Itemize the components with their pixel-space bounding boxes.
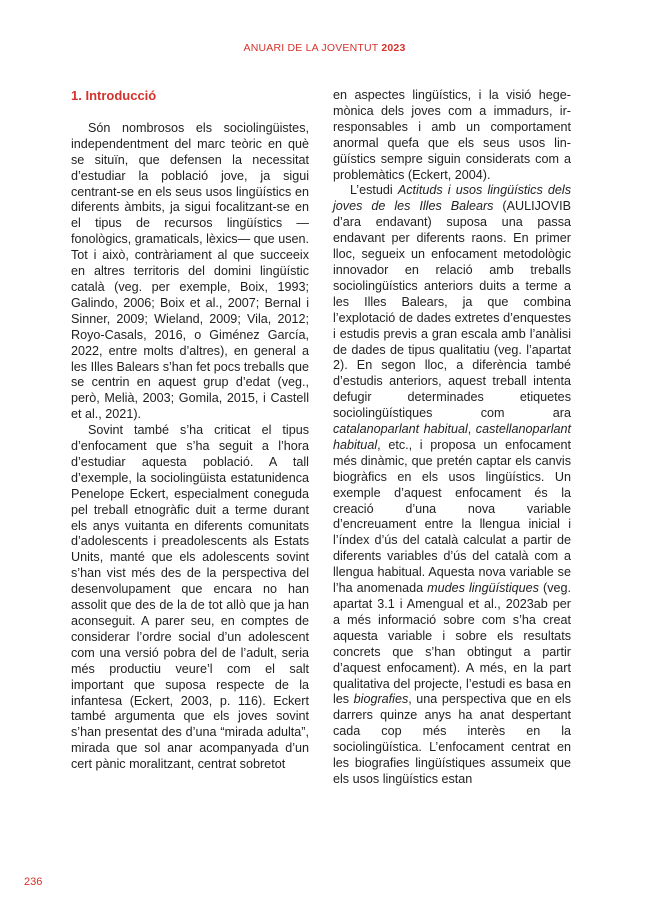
paragraph-3-text-e: (veg. apartat 3.1 i Amengual et al., 2023ab per a més informació sobre com s’ha creat aquesta variable i sobre els resultats concrets que s’han obtingut a partir d’aquest enfocament). A més, en la part qualitativa del projecte, l’estudi es basa en les [333, 581, 571, 707]
paragraph-1: Són nombrosos els sociolingüistes, independentment del marc teòric en què se situïn, que defensen la necessitat d’estudiar la població jove, ja sigui centrant-se en els seus usos lingüístics en diferents àmbits, ja sigui focalitzant-se en el tipus de recursos lingüístics —fonològics, gramaticals, lèxics— que usen. Tot i això, contràriament al que succeeix en altres territoris del domini lingüístic català (veg. per exemple, Boix, 1993; Galindo, 2006; Boix et al., 2007; Bernal i Sinner, 2009; Wieland, 2009; Vila, 2012; Royo-Casals, 2016, o Giménez García, 2022, entre molts d’altres), en general a les Illes Balears s’han fet pocs treballs que se centrin en aquest grup d’edat (veg., però, Melià, 2003; Gomila, 2015, i Castell et al., 2021). [71, 120, 310, 422]
paragraph-3-text-a: L’estudi [350, 183, 398, 198]
running-header [0, 42, 649, 54]
page-number: 236 [24, 876, 43, 888]
paragraph-2: Sovint també s’ha criticat el tipus d’enfocament que s’ha seguit a l’hora d’estudiar aquesta població. A tall d’exemple, la sociolingüista estatunidenca Penelope Eckert, especialment coneguda pel treball etnogràfic duit a terme durant els anys vuitanta en diferents comunitats d’adolescents i preadolescents als Estats Units, manté que els adolescents sovint s’han vist més des de la perspectiva del desenvolupament que encara no han assolit que des de la de tot allò que ja han aconseguit. A parer seu, en comptes de considerar l’ordre social d’un adolescent com una versió pobra del de l’adult, seria més productiu veure’l com el salt important que suposa respecte de la infantesa (Eckert, 2003, p. 116). Eckert també argumenta que els joves sovint s’han presentat des d’una “mirada adulta”, mirada que sol anar acompanyada d’un cert pànic moralitzant, centrat sobretot [71, 423, 309, 772]
left-column [71, 88, 309, 773]
journal-year: 2023 [381, 42, 406, 54]
paragraph-3-text-b: (AULIJOVIB d’ara endavant) suposa una passa endavant per diferents raons. En primer lloc, segueix un enfocament metodològic innovador en relació amb treballs sociolingüístics anteriors duits a terme a les Illes Balears, ja que combina l’explotació de dades extretes d’enquestes i estudis previs a gran escala amb l’anàlisi de dades de tipus qualitatiu (veg. l’apartat 2). En segon lloc, a diferència també d’estudis anteriors, aquest treball intenta defugir determinades etiquetes sociolingüístiques com ara [333, 199, 571, 421]
term-biografies: biografies [353, 692, 409, 707]
term-mudes: mudes lingüístiques [427, 581, 539, 596]
right-column [333, 88, 571, 788]
paragraph-3-text-f: , una perspectiva que en els darrers quinze anys ha anat despertant cada cop més interès en la sociolingüística. L’enfocament centrat en les biografies lingüístiques assumeix que els usos lingüístics estan [333, 692, 571, 786]
study-title: Actituds i usos lingüístics dels joves de les Illes Balears [333, 183, 571, 214]
term-castellanoparlant: castellanoparlant habitual [333, 422, 571, 452]
paragraph-3-text-c: , [467, 422, 476, 437]
paragraph-3 [333, 183, 571, 787]
paragraph-2-continued: en aspectes lingüístics, i la visió hegemònica dels joves com a immadurs, irresponsables i amb un comportament anormal quefa que els seus usos lingüístics sempre siguin considerats com a problemàtics (Eckert, 2004). [333, 88, 571, 182]
paragraph-3-text-d: , etc., i proposa un enfocament més dinàmic, que pretén captar els canvis biogràfics en els usos lingüístics. Un exemple d’aquest enfocament és la creació d’una nova variable d’encreuament entre la llengua inicial i l’índex d’ús del català calculat a partir de diferents variables d’ús del català com a llengua habitual. Aquesta nova variable se l’ha anomenada [333, 437, 571, 596]
journal-title: ANUARI DE LA JOVENTUT [243, 42, 379, 54]
term-catalanoparlant: catalanoparlant habitual [333, 422, 468, 437]
section-title: 1. Introducció [71, 88, 157, 103]
